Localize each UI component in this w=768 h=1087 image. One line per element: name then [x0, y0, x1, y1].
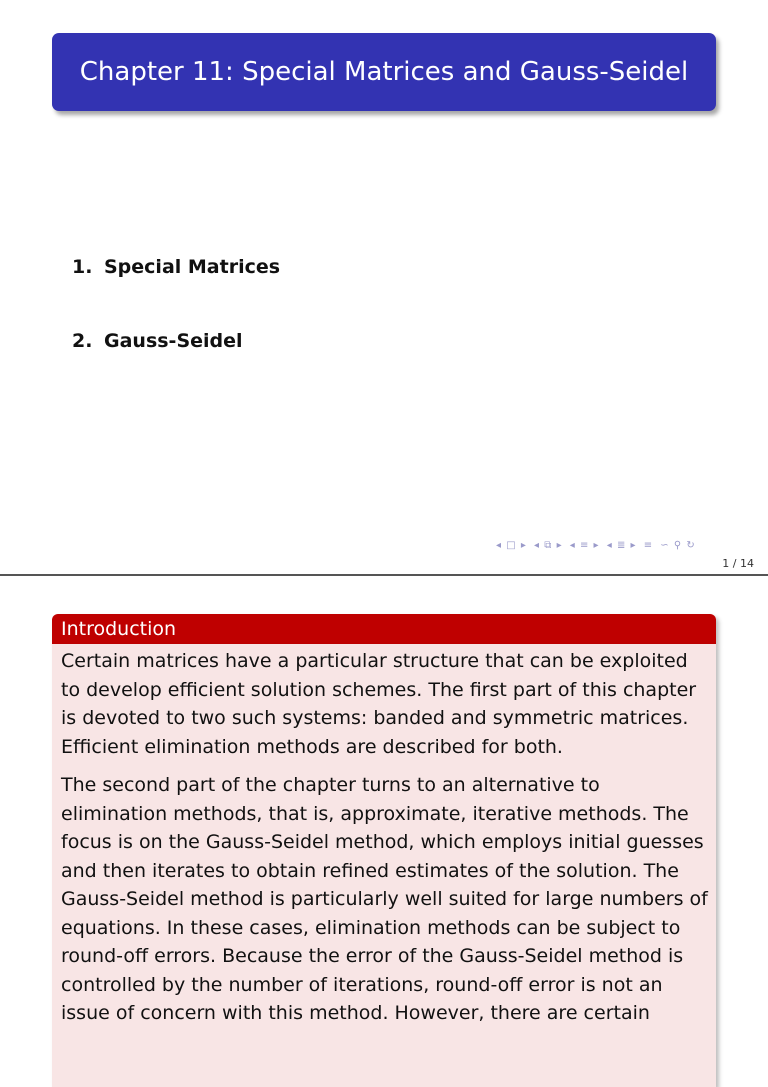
slide-title: Chapter 11: Special Matrices and Gauss-Seidel — [79, 57, 689, 87]
outline-item-gauss-seidel[interactable] — [72, 330, 280, 404]
slide-2 — [0, 576, 768, 1024]
introduction-block — [52, 614, 716, 1074]
block-title: Introduction — [52, 614, 716, 644]
part-nav-icon[interactable]: ◂ ≣ ▸ — [606, 540, 637, 551]
subsection-nav-icon[interactable]: ◂ ⧉ ▸ — [534, 540, 563, 551]
outline-label: Special Matrices — [104, 256, 281, 278]
outline-item-special-matrices[interactable] — [72, 256, 280, 330]
page-number: 1 / 14 — [722, 557, 754, 570]
outline-label: Gauss-Seidel — [104, 330, 243, 352]
outline-number: 2. — [72, 330, 93, 352]
section-nav-icon[interactable]: ◂ ≡ ▸ — [569, 540, 600, 551]
block-body — [52, 644, 716, 1087]
paragraph: The second part of the chapter turns to an alternative to elimination methods, that is, approximate, iterative methods. The focus is on the Gauss-Seidel method, which employs initial guesses and then iterates to obtain refined estimates of the solution. The Gauss-Seidel method is particularly well suited for large numbers of equations. In these cases, elimination methods can be subject to round-off errors. Because the error of the Gauss-Seidel method is controlled by the number of iterations, round-off error is not an issue of concern with this method. However, there are certain — [61, 774, 708, 1024]
outline-list — [72, 256, 280, 404]
frame-nav-icon[interactable]: ◂ □ ▸ — [496, 540, 527, 551]
beamer-navigation-bar — [496, 540, 762, 554]
outline-number: 1. — [72, 256, 93, 278]
search-nav-icon[interactable]: ∽ ⚲ ↻ — [660, 540, 696, 551]
slide-title-box — [52, 33, 716, 111]
paragraph: Certain matrices have a particular structure that can be exploited to develop efficient solution schemes. The first part of this chapter is devoted to two such systems: banded and symmetric matrices. Efficient elimination methods are described for both. — [61, 650, 697, 758]
appendix-nav-icon[interactable]: ≡ — [643, 540, 654, 551]
